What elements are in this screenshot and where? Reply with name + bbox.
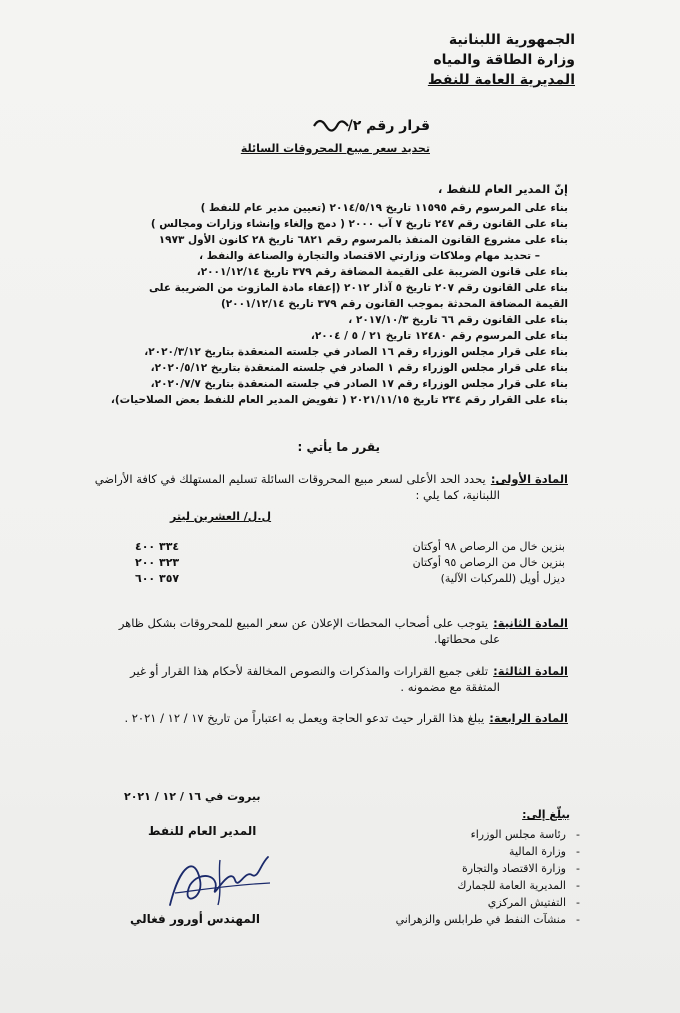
signature-image — [160, 845, 280, 920]
distribution-item: -المديرية العامة للجمارك — [457, 879, 580, 892]
intro-line: إنّ المدير العام للنفط ، — [437, 182, 568, 196]
decision-number: قرار رقم ٢/ — [347, 118, 430, 134]
basis-line: بناء على قانون الضريبة على القيمة المضافة رقم ٣٧٩ تاريخ ٢٠٠١/١٢/١٤، — [196, 266, 568, 278]
article-3-text-cont: المتفقة مع مضمونه . — [400, 680, 500, 694]
directorate-title: المديرية العامة للنفط — [427, 72, 575, 88]
basis-line: بناء على القانون رقم ٦٦ تاريخ ٢٠١٧/١٠/٣ ، — [348, 314, 568, 326]
basis-line: القيمة المضافة المحدثة بموجب القانون رقم ٣٧٩ تاريخ ٢٠٠١/١٢/١٤) — [220, 298, 568, 310]
basis-line: بناء على قرار مجلس الوزراء رقم ١٦ الصادر في جلسته المنعقدة بتاريخ ٢٠٢٠/٣/١٢، — [144, 346, 568, 358]
signatory-name: المهندس أورور فغالي — [130, 912, 260, 926]
handwritten-number — [312, 114, 350, 134]
unit-header: ل.ل/ العشرين ليتر — [170, 510, 272, 523]
basis-line: بناء على المرسوم رقم ١١٥٩٥ تاريخ ٢٠١٤/٥/١٩ (تعيين مدير عام للنفط ) — [200, 202, 568, 214]
fuel-price: ٣٣٤ ٤٠٠ — [135, 540, 180, 553]
republic-title: الجمهورية اللبنانية — [448, 32, 575, 48]
basis-line: بناء على قرار مجلس الوزراء رقم ١ الصادر في جلسته المنعقدة بتاريخ ٢٠٢٠/٥/١٢، — [150, 362, 568, 374]
distribution-item: -رئاسة مجلس الوزراء — [470, 828, 580, 841]
fuel-name: بنزين خال من الرصاص ٩٥ أوكتان — [412, 556, 565, 569]
signatory-title: المدير العام للنفط — [148, 824, 257, 838]
decides-line: يقرر ما يأتي : — [297, 440, 380, 454]
basis-line: بناء على القانون رقم ٢٠٧ تاريخ ٥ آذار ٢٠١٢ (إعفاء مادة المازوت من الضريبة على — [148, 282, 568, 294]
basis-line: بناء على القانون رقم ٢٤٧ تاريخ ٧ آب ٢٠٠٠ ( دمج وإلغاء وإنشاء وزارات ومجالس ) — [150, 218, 568, 230]
distribution-item: -منشآت النفط في طرابلس والزهراني — [395, 913, 580, 926]
place-date: بيروت في ١٦ / ١٢ / ٢٠٢١ — [124, 790, 261, 803]
article-3-text: تلغى جميع القرارات والمذكرات والنصوص المخالفة لأحكام هذا القرار أو غير — [130, 664, 489, 678]
distribution-item: -وزارة الاقتصاد والتجارة — [461, 862, 580, 875]
article-1-text-cont: اللبنانية، كما يلي : — [415, 488, 500, 502]
distribution-title: يبلّغ إلى: — [522, 808, 570, 821]
article-1-text: يحدد الحد الأعلى لسعر مبيع المحروقات السائلة تسليم المستهلك في كافة الأراضي — [94, 472, 486, 486]
basis-line: بناء على قرار مجلس الوزراء رقم ١٧ الصادر في جلسته المنعقدة بتاريخ ٢٠٢٠/٧/٧، — [150, 378, 568, 390]
article-3-label: المادة الثالثة: — [493, 664, 568, 678]
basis-line: بناء على مشروع القانون المنفذ بالمرسوم رقم ٦٨٢١ تاريخ ٢٨ كانون الأول ١٩٧٣ — [158, 234, 568, 246]
ministry-title: وزارة الطاقة والمياه — [433, 52, 575, 68]
article-3 — [130, 660, 568, 679]
basis-line: – تحديد مهام وملاكات وزارتي الاقتصاد والتجارة والصناعة والنفط ، — [199, 250, 540, 262]
article-1-label: المادة الأولى: — [490, 472, 568, 486]
decision-subject: تحديد سعر مبيع المحروقات السائلة — [240, 142, 430, 155]
article-4-label: المادة الرابعة: — [489, 711, 568, 725]
article-2-text: يتوجب على أصحاب المحطات الإعلان عن سعر المبيع للمحروقات بشكل ظاهر — [118, 616, 489, 630]
fuel-price: ٣٥٧ ٦٠٠ — [135, 572, 180, 585]
distribution-item: -وزارة المالية — [509, 845, 580, 858]
article-1 — [95, 468, 568, 487]
article-4-text: يبلغ هذا القرار حيث تدعو الحاجة ويعمل به اعتباراً من تاريخ ١٧ / ١٢ / ٢٠٢١ . — [124, 711, 485, 725]
article-2-text-cont: على محطاتها. — [433, 632, 500, 646]
article-2 — [119, 612, 568, 631]
fuel-name: ديزل أويل (للمركبات الآلية) — [440, 572, 565, 585]
article-4 — [124, 707, 568, 726]
distribution-item: -التفتيش المركزي — [487, 896, 580, 909]
fuel-price: ٣٢٣ ٢٠٠ — [135, 556, 180, 569]
article-2-label: المادة الثانية: — [493, 616, 568, 630]
fuel-name: بنزين خال من الرصاص ٩٨ أوكتان — [412, 540, 565, 553]
basis-line: بناء على القرار رقم ٢٣٤ تاريخ ٢٠٢١/١١/١٥ ( تفويض المدير العام للنفط بعض الصلاحيات)، — [110, 394, 568, 406]
basis-line: بناء على المرسوم رقم ١٢٤٨٠ تاريخ ٢١ / ٥ / ٢٠٠٤، — [310, 330, 568, 342]
